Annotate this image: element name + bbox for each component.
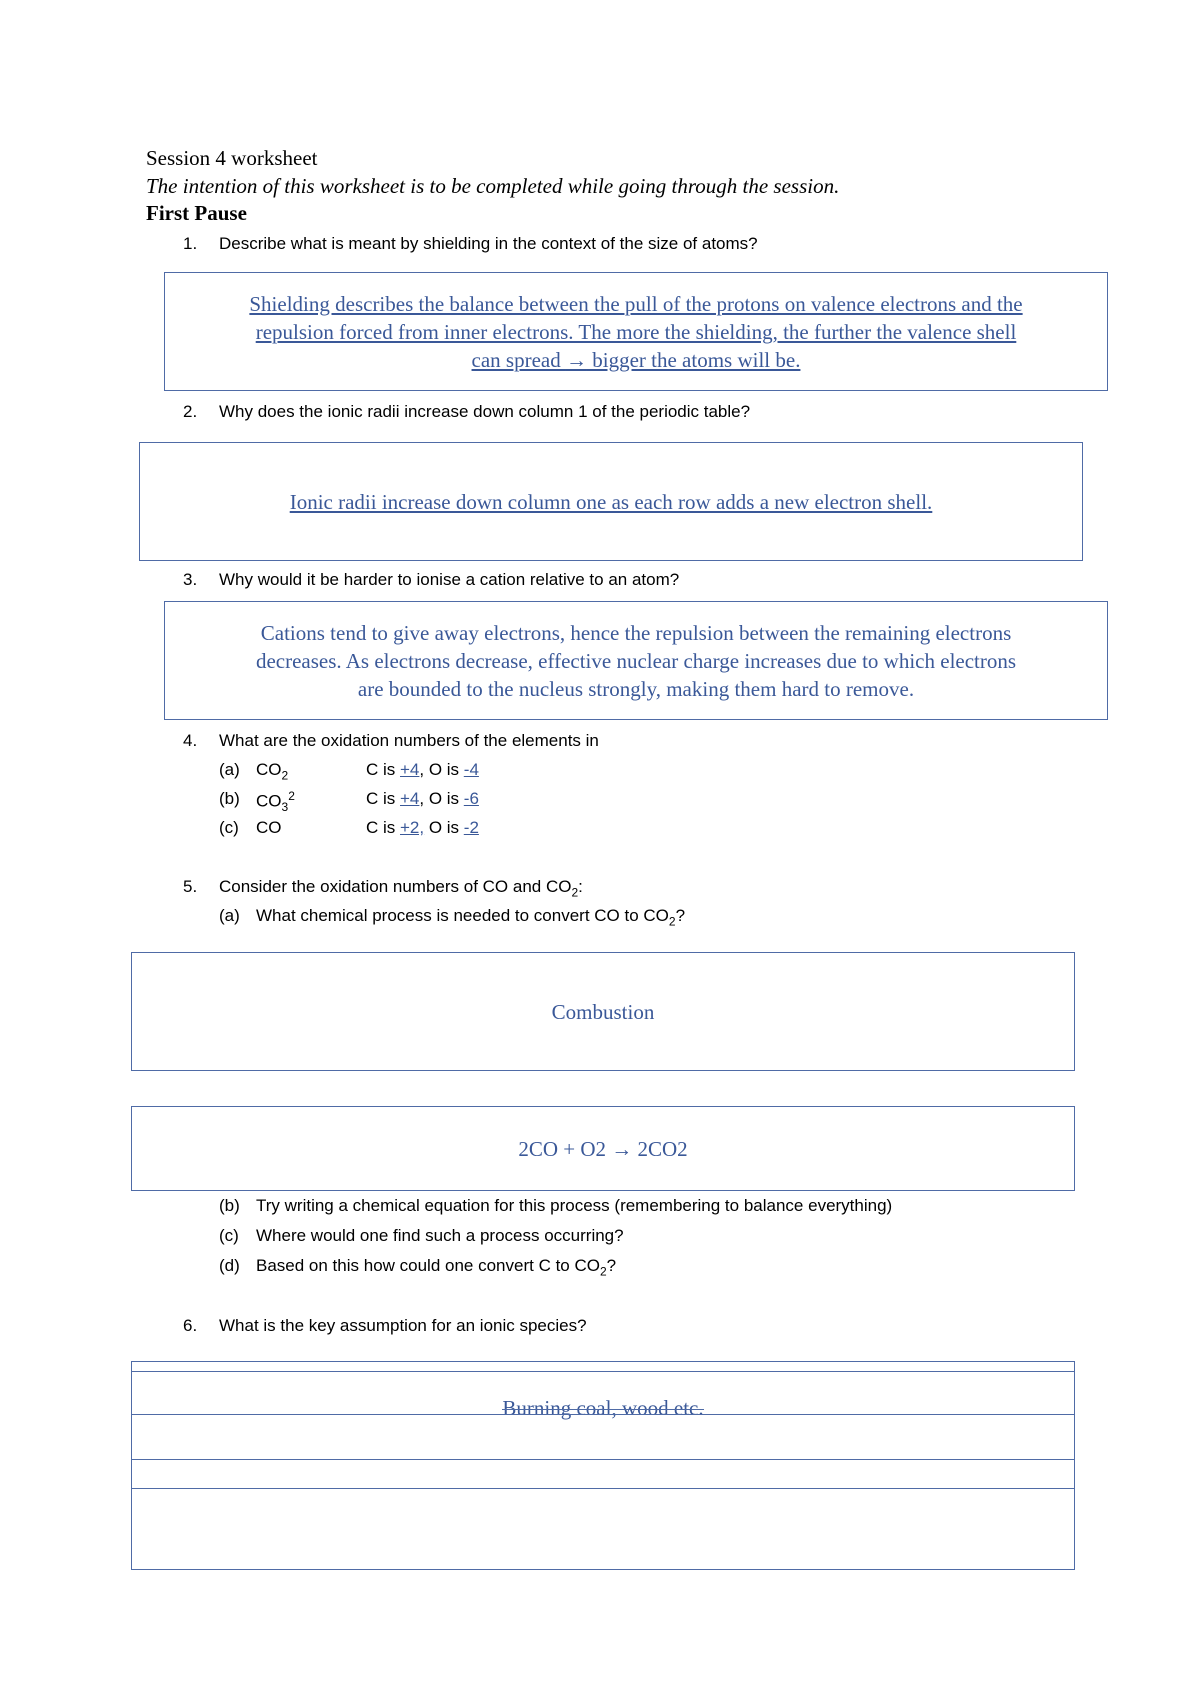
oxygen-answer: -2 [463, 818, 479, 837]
equation-text: 2CO2 [632, 1136, 688, 1161]
carbon-answer: +4 [400, 760, 420, 779]
item-label: (b) [219, 789, 240, 808]
item-label: (c) [219, 818, 239, 837]
answer-line: bigger the atoms will be. [586, 347, 801, 372]
question-text: What chemical process is needed to convert CO to $CO_2$? [256, 906, 686, 929]
formula: $CO_2$ [256, 760, 289, 783]
question-text: What are the oxidation numbers of the elements in [219, 731, 599, 750]
answer-box-5a[interactable] [131, 952, 1075, 1071]
table-rule [131, 1488, 1075, 1489]
question-1 [183, 234, 758, 254]
oxidation-values: C is +4, O is -6 [366, 789, 479, 808]
question-number: 3. [183, 570, 198, 589]
question-number: 5. [183, 877, 198, 896]
question-6 [183, 1316, 587, 1336]
oxidation-values: C is +4, O is -4 [366, 760, 479, 779]
question-text: What is the key assumption for an ionic species? [219, 1316, 587, 1335]
question-2 [183, 402, 750, 422]
list-item [219, 818, 479, 847]
answer-line: are bounded to the nucleus strongly, making them hard to remove. [357, 676, 915, 701]
answer-text: Combustion [551, 999, 655, 1024]
question-text: Consider the oxidation numbers of CO and $CO_2$: [219, 877, 583, 900]
equation-text: 2CO + O2 [518, 1136, 612, 1161]
answer-line: can spread [471, 347, 566, 372]
section-heading: First Pause [146, 201, 247, 225]
answer-line: decreases. As electrons decrease, effective nuclear charge increases due to which electrons [255, 648, 1017, 673]
question-5a [219, 906, 685, 928]
answer-box-3[interactable] [164, 601, 1108, 720]
item-label: (a) [219, 760, 240, 779]
oxygen-answer: -4 [463, 760, 479, 779]
question-5c: (c) Where would one find such a process occurring? [219, 1226, 624, 1245]
question-number: 2. [183, 402, 198, 421]
list-item [219, 789, 479, 818]
worksheet-intro: The intention of this worksheet is to be completed while going through the session. [146, 174, 840, 198]
answer-box-1[interactable] [164, 272, 1108, 391]
arrow-icon: → [611, 1136, 633, 1161]
table-rule [131, 1414, 1075, 1415]
list-item [219, 760, 479, 789]
answer-line: Shielding describes the balance between the pull of the protons on valence electrons and the [249, 291, 1023, 316]
answer-text: Ionic radii increase down column one as each row adds a new electron shell. [289, 489, 933, 514]
item-label: (a) [219, 906, 240, 925]
question-number: 6. [183, 1316, 198, 1335]
question-text: Why would it be harder to ionise a cation relative to an atom? [219, 570, 680, 589]
carbon-answer: +4 [400, 789, 420, 808]
table-rule [131, 1371, 1075, 1372]
table-rule [131, 1459, 1075, 1460]
carbon-answer: +2, [400, 818, 425, 837]
question-text: Why does the ionic radii increase down column 1 of the periodic table? [219, 402, 751, 421]
question-number: 1. [183, 234, 198, 253]
worksheet-title: Session 4 worksheet [146, 146, 318, 170]
question-5d: (d) Based on this how could one convert C to $CO_2$? [219, 1256, 617, 1279]
answer-line: repulsion forced from inner electrons. The more the shielding, the further the valence shell [255, 319, 1017, 344]
oxygen-answer: -6 [463, 789, 479, 808]
answer-box-5b[interactable] [131, 1106, 1075, 1191]
question-5b: (b) Try writing a chemical equation for this process (remembering to balance everything) [219, 1196, 893, 1215]
answer-box-6[interactable] [131, 1361, 1075, 1570]
answer-text-struck: Burning coal, wood etc. [502, 1396, 704, 1420]
question-text: Describe what is meant by shielding in the context of the size of atoms? [219, 234, 758, 253]
question-5-subparts [219, 1196, 892, 1286]
strikethrough-line [502, 1409, 703, 1410]
formula: $CO_3^2$ [256, 789, 295, 815]
question-4 [183, 731, 599, 751]
question-5 [183, 877, 583, 899]
question-3 [183, 570, 679, 590]
formula: CO [256, 818, 282, 837]
oxidation-values: C is +2, O is -2 [366, 818, 479, 837]
arrow-icon: → [565, 347, 587, 372]
oxidation-list [219, 760, 479, 847]
answer-box-2[interactable] [139, 442, 1083, 561]
question-number: 4. [183, 731, 198, 750]
answer-line: Cations tend to give away electrons, hence the repulsion between the remaining electrons [260, 620, 1012, 645]
